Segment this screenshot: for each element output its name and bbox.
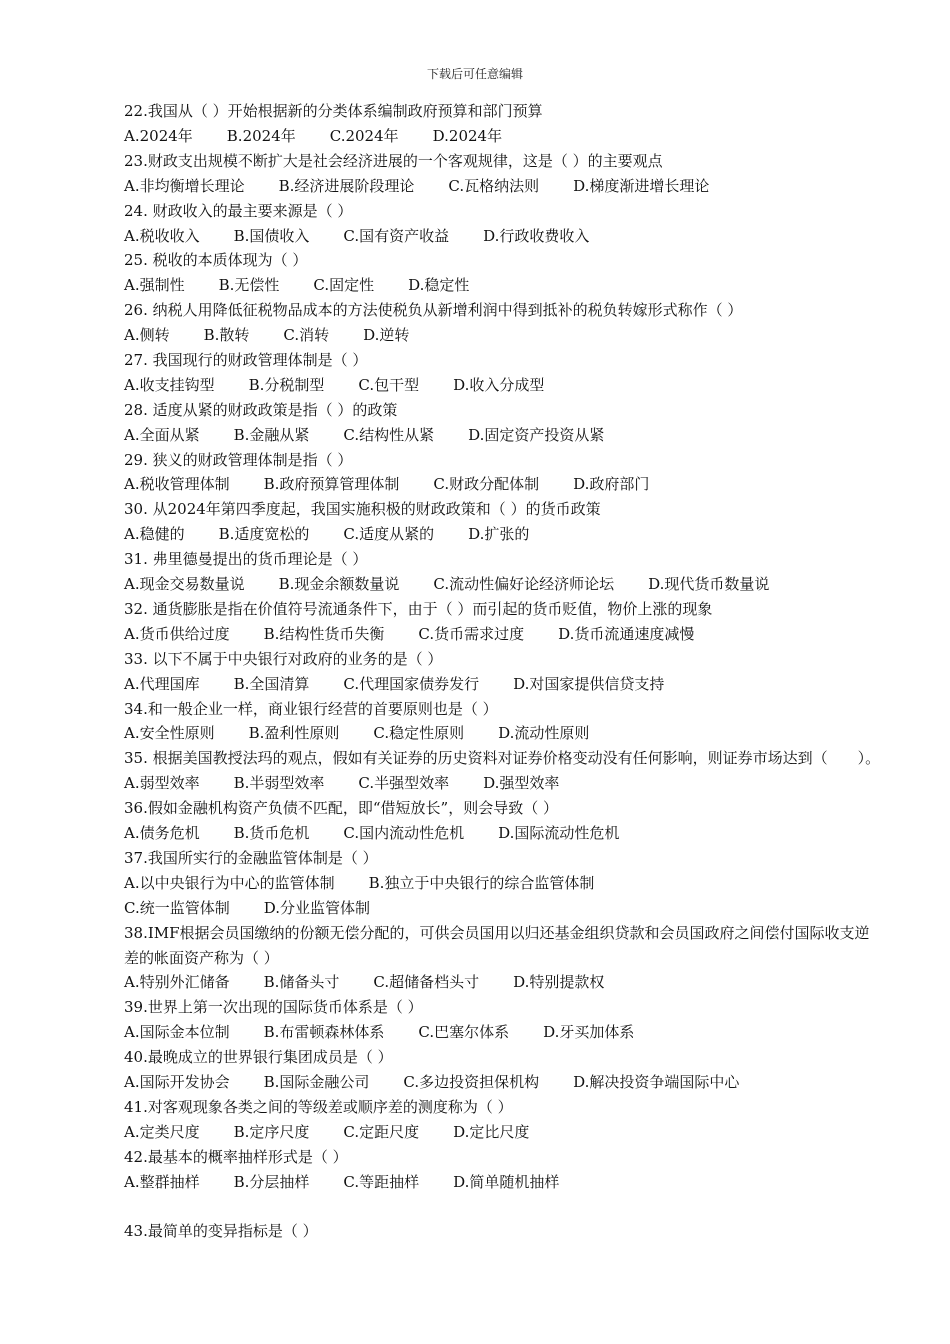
answer-option: B.无偿性 <box>218 276 280 295</box>
question-text: 33. 以下不属于中央银行对政府的业务的是（ ） <box>124 649 443 668</box>
option-row <box>124 896 884 921</box>
question-text: 36.假如金融机构资产负债不匹配，即“借短放长”，则会导致（ ） <box>124 799 558 818</box>
blank-line <box>124 1195 884 1220</box>
option-row <box>124 522 884 547</box>
answer-option: D.分业监管体制 <box>263 898 370 917</box>
answer-option: D.固定资产投资从紧 <box>468 425 605 444</box>
answer-option: B.分层抽样 <box>233 1172 310 1191</box>
answer-option: D.逆转 <box>363 326 410 345</box>
answer-option: C.消转 <box>283 326 330 345</box>
answer-option: B.货币危机 <box>233 824 310 843</box>
question-text: 35. 根据美国教授法玛的观点，假如有关证券的历史资料对证券价格变动没有任何影响，则证券市场达到（ ）。 <box>124 749 881 768</box>
answer-option: A.全面从紧 <box>124 425 200 444</box>
answer-option: D.特别提款权 <box>513 973 605 992</box>
question-text: 31. 弗里德曼提出的货币理论是（ ） <box>124 550 368 569</box>
answer-option: D.强型效率 <box>483 774 560 793</box>
answer-option: B.结构性货币失衡 <box>263 624 385 643</box>
answer-option: C.固定性 <box>313 276 375 295</box>
answer-option: D.牙买加体系 <box>543 1023 635 1042</box>
answer-option: C.流动性偏好论经济师论坛 <box>433 575 615 594</box>
answer-option: C.统一监管体制 <box>124 898 230 917</box>
answer-option: B.定序尺度 <box>233 1122 310 1141</box>
answer-option: A.税收管理体制 <box>124 475 230 494</box>
option-row <box>124 771 884 796</box>
question-text: 28. 适度从紧的财政政策是指（ ）的政策 <box>124 400 398 419</box>
question-text: 22.我国从（ ）开始根据新的分类体系编制政府预算和部门预算 <box>124 102 543 120</box>
answer-option: D.定比尺度 <box>453 1122 530 1141</box>
option-row <box>124 124 884 149</box>
answer-option: B.散转 <box>203 326 250 345</box>
answer-option: A.侧转 <box>124 326 170 345</box>
answer-option: B.半弱型效率 <box>233 774 325 793</box>
answer-option: D.行政收费收入 <box>483 226 590 245</box>
answer-option: B.适度宽松的 <box>218 525 310 544</box>
answer-option: B.政府预算管理体制 <box>263 475 400 494</box>
answer-option: D.货币流通速度减慢 <box>558 624 695 643</box>
answer-option: C.货币需求过度 <box>418 624 525 643</box>
option-row <box>124 1070 884 1095</box>
option-row <box>124 622 884 647</box>
answer-option: B.金融从紧 <box>233 425 310 444</box>
answer-option: D.政府部门 <box>573 475 650 494</box>
question-text: 23.财政支出规模不断扩大是社会经济进展的一个客观规律，这是（ ）的主要观点 <box>124 151 663 170</box>
answer-option: D.2024年 <box>432 126 503 145</box>
option-row <box>124 323 884 348</box>
answer-option: D.现代货币数量说 <box>648 575 770 594</box>
question-text: 25. 税收的本质体现为（ ） <box>124 251 308 270</box>
answer-option: C.国有资产收益 <box>343 226 450 245</box>
option-row <box>124 871 884 896</box>
answer-option: D.流动性原则 <box>498 724 590 743</box>
option-row <box>124 672 884 697</box>
answer-option: B.盈利性原则 <box>248 724 340 743</box>
answer-option: C.适度从紧的 <box>343 525 435 544</box>
answer-option: A.货币供给过度 <box>124 624 230 643</box>
answer-option: C.定距尺度 <box>343 1122 420 1141</box>
answer-option: B.独立于中央银行的综合监管体制 <box>368 873 595 892</box>
question-text: 32. 通货膨胀是指在价值符号流通条件下，由于（ ）而引起的货币贬值，物价上涨的现象 <box>124 599 713 618</box>
answer-option: A.定类尺度 <box>124 1122 200 1141</box>
option-row <box>124 970 884 995</box>
option-row <box>124 572 884 597</box>
answer-option: D.解决投资争端国际中心 <box>573 1073 740 1092</box>
option-row <box>124 224 884 249</box>
answer-option: C.巴塞尔体系 <box>418 1023 510 1042</box>
option-row <box>124 273 884 298</box>
question-text: 40.最晚成立的世界银行集团成员是（ ） <box>124 1048 393 1067</box>
answer-option: A.收支挂钩型 <box>124 375 215 394</box>
answer-option: D.稳定性 <box>408 276 470 295</box>
answer-option: A.税收收入 <box>124 226 200 245</box>
question-text: 39.世界上第一次出现的国际货币体系是（ ） <box>124 998 423 1017</box>
answer-option: A.稳健的 <box>124 525 185 544</box>
answer-option: A.弱型效率 <box>124 774 200 793</box>
option-row <box>124 821 884 846</box>
answer-option: B.布雷顿森林体系 <box>263 1023 385 1042</box>
question-list <box>124 99 884 1244</box>
answer-option: A.债务危机 <box>124 824 200 843</box>
option-row <box>124 472 884 497</box>
answer-option: B.国债收入 <box>233 226 310 245</box>
answer-option: A.以中央银行为中心的监管体制 <box>124 873 335 892</box>
answer-option: A.非均衡增长理论 <box>124 176 245 195</box>
answer-option: D.国际流动性危机 <box>498 824 620 843</box>
question-text: 27. 我国现行的财政管理体制是（ ） <box>124 350 368 369</box>
answer-option: B.国际金融公司 <box>263 1073 370 1092</box>
answer-option: A.整群抽样 <box>124 1172 200 1191</box>
answer-option: B.分税制型 <box>248 375 325 394</box>
answer-option: A.代理国库 <box>124 674 200 693</box>
question-text: 42.最基本的概率抽样形式是（ ） <box>124 1147 348 1166</box>
option-row <box>124 721 884 746</box>
question-text: 38.IMF根据会员国缴纳的份额无偿分配的，可供会员国用以归还基金组织贷款和会员国政府之间偿付国际收支逆差的帐面资产称为（ ） <box>124 923 870 967</box>
answer-option: B.现金余额数量说 <box>278 575 400 594</box>
question-text: 41.对客观现象各类之间的等级差或顺序差的测度称为（ ） <box>124 1097 513 1116</box>
answer-option: A.国际金本位制 <box>124 1023 230 1042</box>
answer-option: B.经济进展阶段理论 <box>278 176 415 195</box>
answer-option: A.2024年 <box>124 126 193 145</box>
answer-option: C.2024年 <box>329 126 399 145</box>
option-row <box>124 423 884 448</box>
answer-option: C.瓦格纳法则 <box>448 176 540 195</box>
answer-option: B.储备头寸 <box>263 973 340 992</box>
answer-option: C.超储备档头寸 <box>373 973 480 992</box>
option-row <box>124 1120 884 1145</box>
answer-option: B.全国清算 <box>233 674 310 693</box>
answer-option: C.结构性从紧 <box>343 425 435 444</box>
answer-option: A.现金交易数量说 <box>124 575 245 594</box>
question-text: 43.最简单的变异指标是（ ） <box>124 1222 318 1241</box>
question-text: 24. 财政收入的最主要来源是（ ） <box>124 201 353 220</box>
question-text: 34.和一般企业一样，商业银行经营的首要原则也是（ ） <box>124 699 498 718</box>
answer-option: D.简单随机抽样 <box>453 1172 560 1191</box>
answer-option: C.国内流动性危机 <box>343 824 465 843</box>
question-text: 37.我国所实行的金融监管体制是（ ） <box>124 848 378 867</box>
answer-option: C.包干型 <box>358 375 420 394</box>
answer-option: C.稳定性原则 <box>373 724 465 743</box>
answer-option: D.收入分成型 <box>453 375 545 394</box>
answer-option: C.半强型效率 <box>358 774 450 793</box>
option-row <box>124 1020 884 1045</box>
answer-option: A.特别外汇储备 <box>124 973 230 992</box>
page-header: 下载后可任意编辑 <box>426 67 523 81</box>
option-row <box>124 373 884 398</box>
answer-option: C.代理国家债券发行 <box>343 674 480 693</box>
option-row <box>124 1170 884 1195</box>
answer-option: C.多边投资担保机构 <box>403 1073 540 1092</box>
answer-option: D.梯度渐进增长理论 <box>573 176 710 195</box>
question-text: 30. 从2024年第四季度起，我国实施积极的财政政策和（ ）的货币政策 <box>124 500 601 519</box>
answer-option: D.扩张的 <box>468 525 530 544</box>
option-row <box>124 174 884 199</box>
question-text: 26. 纳税人用降低征税物品成本的方法使税负从新增利润中得到抵补的税负转嫁形式称作（ ） <box>124 301 743 320</box>
answer-option: A.强制性 <box>124 276 185 295</box>
answer-option: A.国际开发协会 <box>124 1073 230 1092</box>
answer-option: A.安全性原则 <box>124 724 215 743</box>
answer-option: C.财政分配体制 <box>433 475 540 494</box>
question-text: 29. 狭义的财政管理体制是指（ ） <box>124 450 353 469</box>
answer-option: B.2024年 <box>226 126 296 145</box>
answer-option: C.等距抽样 <box>343 1172 420 1191</box>
answer-option: D.对国家提供信贷支持 <box>513 674 665 693</box>
